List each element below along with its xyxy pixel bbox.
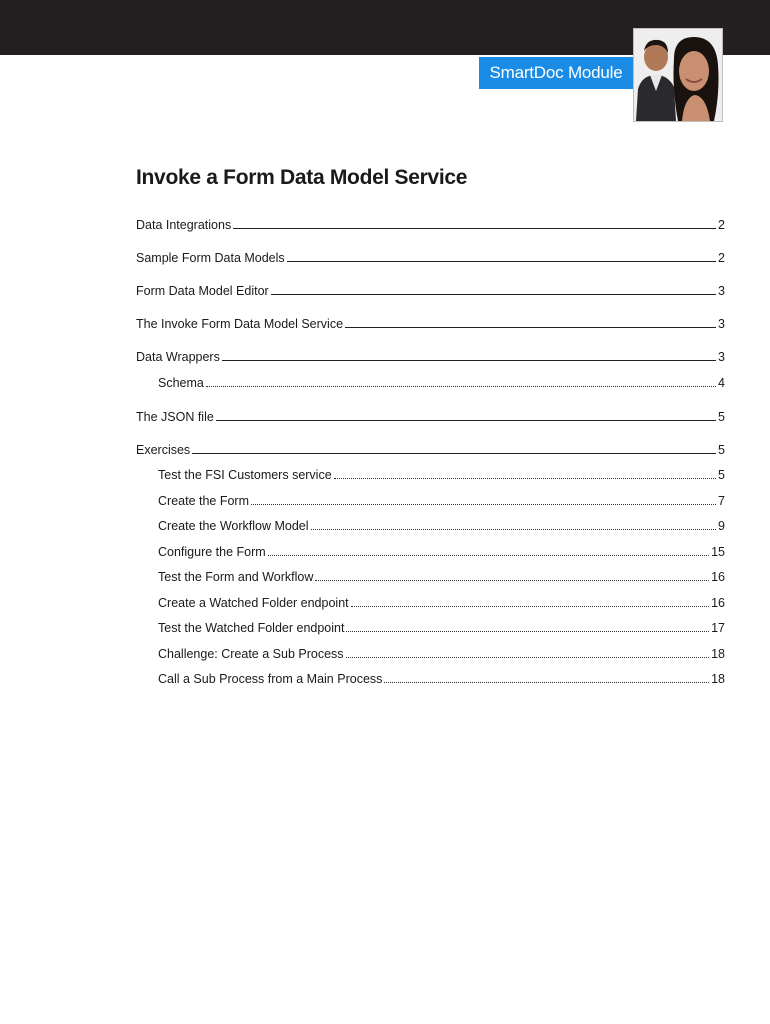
toc-leader [192, 443, 716, 454]
toc-entry[interactable] [136, 545, 725, 562]
toc-page-number: 5 [718, 468, 725, 482]
document-title: Invoke a Form Data Model Service [136, 166, 468, 189]
toc-entry-label: Test the Watched Folder endpoint [158, 621, 345, 635]
toc-entry-label: Exercises [136, 443, 191, 457]
toc-page-number: 18 [711, 647, 725, 661]
toc-leader [315, 570, 709, 581]
toc-entry[interactable] [136, 443, 725, 460]
toc-entry-label: Configure the Form [158, 545, 266, 559]
toc-entry[interactable] [136, 218, 725, 235]
toc-page-number: 5 [718, 443, 725, 457]
toc-entry[interactable] [136, 284, 725, 301]
toc-entry[interactable] [136, 494, 725, 511]
toc-entry[interactable] [136, 596, 725, 613]
toc-page-number: 4 [718, 376, 725, 390]
toc-page-number: 2 [718, 218, 725, 232]
toc-page-number: 3 [718, 284, 725, 298]
toc-page-number: 17 [711, 621, 725, 635]
toc-leader [345, 317, 716, 328]
toc-entry-label: Call a Sub Process from a Main Process [158, 672, 383, 686]
toc-entry-label: Test the Form and Workflow [158, 570, 314, 584]
toc-entry-label: Schema [158, 376, 204, 390]
toc-leader [384, 672, 709, 683]
toc-page-number: 16 [711, 596, 725, 610]
toc-leader [268, 545, 709, 556]
toc-leader [346, 621, 709, 632]
toc-leader [311, 519, 717, 530]
toc-leader [216, 410, 716, 421]
toc-leader [206, 376, 716, 387]
toc-leader [271, 284, 716, 295]
toc-entry[interactable] [136, 376, 725, 393]
toc-entry[interactable] [136, 410, 725, 427]
toc-leader [346, 647, 710, 658]
toc-entry-label: Create the Form [158, 494, 250, 508]
toc-entry-label: The Invoke Form Data Model Service [136, 317, 344, 331]
toc-leader [334, 468, 716, 479]
toc-page-number: 5 [718, 410, 725, 424]
toc-entry[interactable] [136, 468, 725, 485]
toc-leader [351, 596, 709, 607]
toc-entry[interactable] [136, 570, 725, 587]
toc-leader [251, 494, 716, 505]
toc-entry[interactable] [136, 251, 725, 268]
toc-page-number: 7 [718, 494, 725, 508]
toc-entry-label: Data Wrappers [136, 350, 220, 364]
toc-page-number: 3 [718, 350, 725, 364]
toc-leader [222, 350, 716, 361]
toc-entry[interactable] [136, 350, 725, 367]
module-badge: SmartDoc Module [479, 57, 633, 89]
toc-entry-label: Challenge: Create a Sub Process [158, 647, 344, 661]
toc-entry-label: Test the FSI Customers service [158, 468, 332, 482]
toc-page-number: 9 [718, 519, 725, 533]
toc-leader [233, 218, 716, 229]
toc-entry[interactable] [136, 647, 725, 664]
toc-entry-label: Form Data Model Editor [136, 284, 269, 298]
toc-entry-label: Data Integrations [136, 218, 232, 232]
toc-entry[interactable] [136, 621, 725, 638]
toc-page-number: 3 [718, 317, 725, 331]
toc-page-number: 2 [718, 251, 725, 265]
toc-entry-label: Sample Form Data Models [136, 251, 285, 265]
table-of-contents [136, 218, 725, 698]
toc-entry-label: Create the Workflow Model [158, 519, 309, 533]
toc-entry[interactable] [136, 317, 725, 334]
toc-leader [287, 251, 716, 262]
header-photo [633, 28, 723, 122]
toc-entry-label: Create a Watched Folder endpoint [158, 596, 349, 610]
toc-entry[interactable] [136, 672, 725, 689]
toc-entry-label: The JSON file [136, 410, 214, 424]
toc-page-number: 15 [711, 545, 725, 559]
toc-page-number: 16 [711, 570, 725, 584]
toc-page-number: 18 [711, 672, 725, 686]
toc-entry[interactable] [136, 519, 725, 536]
